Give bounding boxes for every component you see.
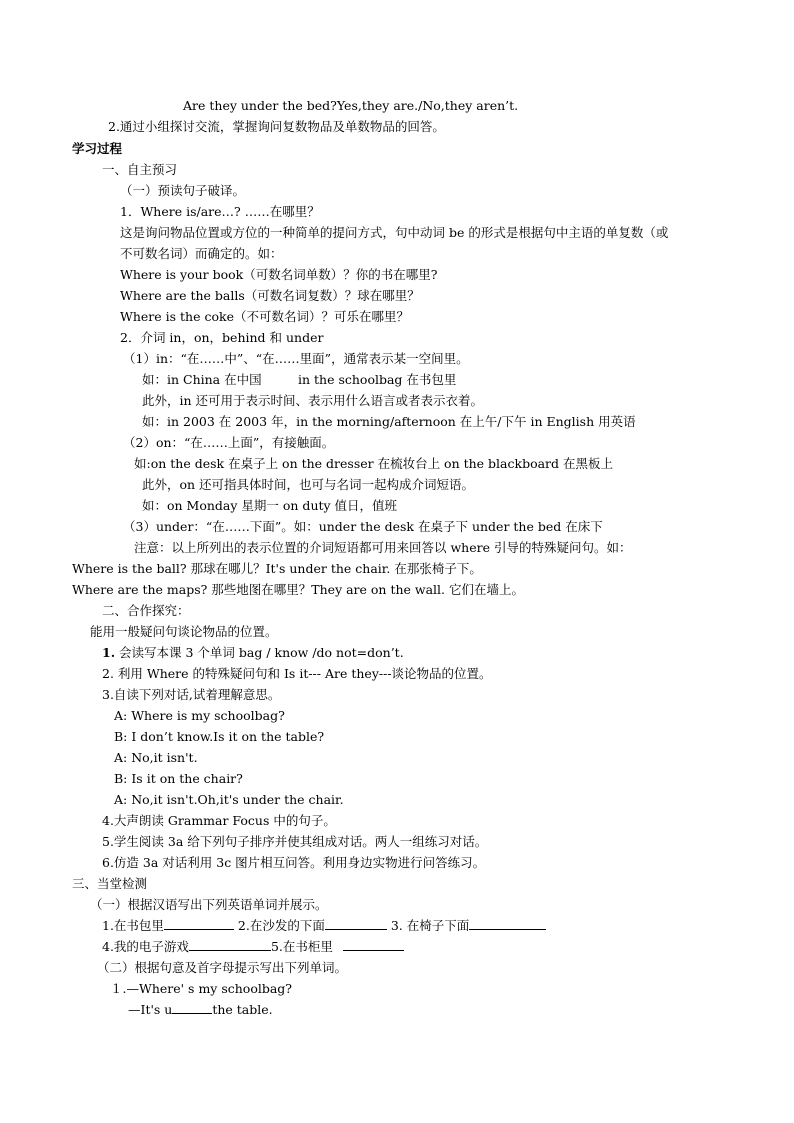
example-where-ball: Where is the ball? 那球在哪儿？It's under the chair. 在那张椅子下。 bbox=[72, 561, 482, 576]
task-5: 5.学生阅读 3a 给下列句子排序并使其组成对话。两人一组练习对话。 bbox=[102, 834, 488, 849]
task-2: 2. 利用 Where 的特殊疑问句和 Is it--- Are they---谈论物品的位置。 bbox=[102, 666, 492, 681]
dialogue-line-2: B: I don’t know.Is it on the table? bbox=[114, 729, 325, 744]
in-example-china: 如：in China 在中国 bbox=[142, 372, 262, 387]
preposition-on: （2）on：“在……上面”，有接触面。 bbox=[123, 435, 335, 450]
answer-blank-3[interactable] bbox=[469, 917, 546, 930]
part-heading-self-preview: 一、自主预习 bbox=[102, 162, 178, 177]
exercise-2-instruction: （二）根据句意及首字母提示写出下列单词。 bbox=[97, 960, 348, 975]
exercise-1-item-2: 2.在沙发的下面 bbox=[233, 918, 325, 933]
point-where-is-are: 1．Where is/are…? ……在哪里？ bbox=[120, 204, 320, 219]
exercise-1-instruction: （一）根据汉语写出下列英语单词并展示。 bbox=[90, 897, 328, 912]
dialogue-line-1: A: Where is my schoolbag? bbox=[114, 708, 285, 723]
answer-blank-2[interactable] bbox=[325, 917, 387, 930]
answer-prefix: —It's u bbox=[128, 1002, 173, 1017]
exercise-2-answer-1 bbox=[128, 1000, 273, 1020]
objective-2: 2.通过小组探讨交流，掌握询问复数物品及单数物品的回答。 bbox=[108, 119, 445, 134]
example-the-balls: Where are the balls（可数名词复数）？球在哪里？ bbox=[120, 288, 420, 303]
on-example-monday: 如：on Monday 星期一 on duty 值日，值班 bbox=[142, 498, 398, 513]
part-heading-cooperation: 二、合作探究： bbox=[102, 603, 190, 618]
exercise-1-row-1 bbox=[102, 916, 546, 936]
on-note-time: 此外，on 还可指具体时间，也可与名词一起构成介词短语。 bbox=[142, 477, 475, 492]
task-4: 4.大声朗读 Grammar Focus 中的句子。 bbox=[102, 813, 336, 828]
answer-suffix: the table. bbox=[212, 1002, 273, 1017]
example-the-coke: Where is the coke（不可数名词）？可乐在哪里？ bbox=[120, 309, 409, 324]
dialogue-line-5: A: No,it isn't.Oh,it's under the chair. bbox=[114, 792, 344, 807]
example-your-book: Where is your book（可数名词单数）？你的书在哪里? bbox=[120, 267, 438, 282]
task-1-text: 会读写本课 3 个单词 bag / know /do not=don’t. bbox=[115, 645, 404, 660]
exercise-1-item-4: 4.我的电子游戏 bbox=[102, 939, 189, 954]
on-examples: 如:on the desk 在桌子上 on the dresser 在梳妆台上 on the blackboard 在黑板上 bbox=[134, 456, 614, 471]
in-example-time: 如：in 2003 在 2003 年，in the morning/afternoon 在上午/下午 in English 用英语 bbox=[142, 414, 636, 429]
answer-blank-6[interactable] bbox=[172, 1001, 212, 1014]
preposition-under: （3）under：“在……下面”。如：under the desk 在桌子下 under the bed 在床下 bbox=[123, 519, 603, 534]
section-heading-learning-process: 学习过程 bbox=[72, 141, 123, 156]
cooperation-goal: 能用一般疑问句谈论物品的位置。 bbox=[90, 624, 278, 639]
task-3: 3.自读下列对话,试着理解意思。 bbox=[102, 687, 281, 702]
example-sentence-plural: Are they under the bed?Yes,they are./No,they aren’t. bbox=[183, 98, 519, 113]
explanation-line-1: 这是询问物品位置或方位的一种简单的提问方式，句中动词 be 的形式是根据句中主语的单复数（或 bbox=[120, 225, 669, 240]
task-1 bbox=[102, 643, 404, 663]
example-where-maps: Where are the maps? 那些地图在哪里？They are on the wall. 它们在墙上。 bbox=[72, 582, 524, 597]
exercise-1-item-3: 3. 在椅子下面 bbox=[386, 918, 470, 933]
answer-blank-4[interactable] bbox=[189, 938, 271, 951]
in-example-schoolbag: in the schoolbag 在书包里 bbox=[298, 372, 457, 387]
subheading-preview-sentences: （一）预读句子破译。 bbox=[120, 183, 246, 198]
task-6: 6.仿造 3a 对话利用 3c 图片相互问答。利用身边实物进行问答练习。 bbox=[102, 855, 486, 870]
explanation-line-2: 不可数名词）而确定的。如： bbox=[120, 246, 283, 261]
in-note-time: 此外，in 还可用于表示时间、表示用什么语言或者表示衣着。 bbox=[142, 393, 484, 408]
task-1-number: 1. bbox=[102, 645, 116, 660]
point-prepositions: 2．介词 in，on，behind 和 under bbox=[120, 330, 324, 345]
exercise-1-row-2 bbox=[102, 937, 404, 957]
dialogue-line-3: A: No,it isn't. bbox=[114, 750, 198, 765]
exercise-1-item-5: 5.在书柜里 bbox=[270, 939, 337, 954]
answer-blank-1[interactable] bbox=[164, 917, 234, 930]
part-heading-in-class-test: 三、当堂检测 bbox=[72, 876, 148, 891]
answer-blank-5[interactable] bbox=[343, 938, 404, 951]
note-where-questions: 注意：以上所列出的表示位置的介词短语都可用来回答以 where 引导的特殊疑问句。如： bbox=[134, 540, 632, 555]
exercise-1-item-1: 1.在书包里 bbox=[102, 918, 164, 933]
dialogue-line-4: B: Is it on the chair? bbox=[114, 771, 243, 786]
exercise-2-question-1: １.—Where' s my schoolbag? bbox=[110, 981, 293, 996]
preposition-in: （1）in：“在……中”、“在……里面”，通常表示某一空间里。 bbox=[123, 351, 469, 366]
